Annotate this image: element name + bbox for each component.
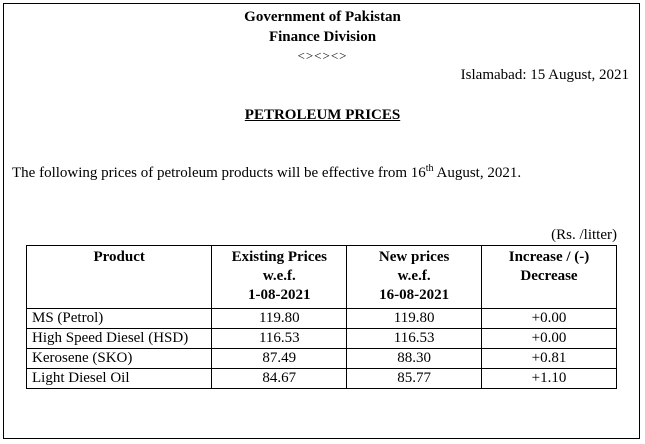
cell-change: +0.00 — [482, 329, 617, 349]
table-row — [27, 309, 617, 329]
cell-product: Light Diesel Oil — [27, 369, 212, 389]
table-row — [27, 349, 617, 369]
cell-new: 116.53 — [347, 329, 482, 349]
table-header-row — [27, 246, 617, 309]
cell-change: +1.10 — [482, 369, 617, 389]
date-line: Islamabad: 15 August, 2021 — [460, 67, 629, 83]
intro-before: The following prices of petroleum products will be effective from 16 — [12, 165, 426, 181]
table-row — [27, 329, 617, 349]
cell-new: 85.77 — [347, 369, 482, 389]
header-government: Government of Pakistan — [244, 9, 401, 25]
cell-new: 88.30 — [347, 349, 482, 369]
cell-new: 119.80 — [347, 309, 482, 329]
header-new-prices: New prices w.e.f. 16-08-2021 — [347, 246, 482, 309]
cell-product: Kerosene (SKO) — [27, 349, 212, 369]
subject-title: PETROLEUM PRICES — [244, 107, 401, 123]
intro-text — [12, 165, 521, 182]
prices-table — [26, 245, 617, 389]
header-existing-prices: Existing Prices w.e.f. 1-08-2021 — [212, 246, 347, 309]
cell-existing: 116.53 — [212, 329, 347, 349]
cell-existing: 87.49 — [212, 349, 347, 369]
header-division: Finance Division — [268, 29, 377, 45]
cell-product: High Speed Diesel (HSD) — [27, 329, 212, 349]
cell-existing: 119.80 — [212, 309, 347, 329]
intro-ordinal: th — [425, 163, 434, 174]
header-ornament: <><><> — [297, 48, 348, 63]
table-row — [27, 369, 617, 389]
header-product: Product — [27, 246, 212, 309]
cell-change: +0.00 — [482, 309, 617, 329]
header-change: Increase / (-) Decrease — [482, 246, 617, 309]
intro-after: August, 2021. — [433, 165, 522, 181]
cell-change: +0.81 — [482, 349, 617, 369]
cell-existing: 84.67 — [212, 369, 347, 389]
unit-note: (Rs. /litter) — [551, 227, 617, 243]
cell-product: MS (Petrol) — [27, 309, 212, 329]
